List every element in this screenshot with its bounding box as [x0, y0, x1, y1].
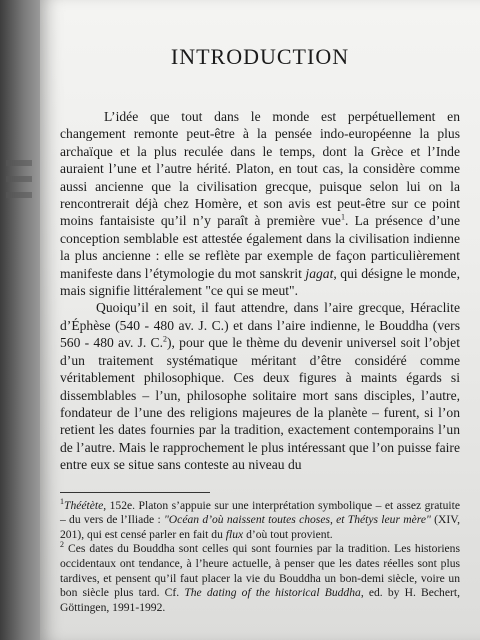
footnote-1-text-c: d’où tout provient.	[243, 527, 333, 541]
term-jagat: jagat	[305, 265, 334, 281]
footnotes	[60, 496, 460, 616]
footnote-1-term-flux: flux	[225, 527, 244, 541]
page-content	[60, 0, 460, 615]
footnote-1-quote: "Océan d’où naissent toutes choses, et Thétys leur mère"	[163, 513, 431, 527]
footnote-2-number: 2	[60, 540, 64, 550]
footnote-1-text-b: (XIV, 201), qui est censé parler en fait du	[60, 513, 460, 541]
footnote-2	[60, 542, 460, 615]
chapter-title: INTRODUCTION	[170, 44, 350, 69]
paragraph-1-text-c: , qui désigne le monde, mais signifie littéralement "ce qui se meut".	[60, 265, 460, 299]
footnote-1-text-a: , 152e. Platon s’appuie sur une interprétation symbolique – et assez gratuite – du vers de l’Iliade :	[60, 498, 460, 527]
paragraph-1-text-a: L’idée que tout dans le monde est perpétuellement en changement remonte peut-être à la pensée indo-européenne la plus archaïque et la plus reculée dans le temps, dont la Grèce et l’Inde auraient l’une et l’autre hérité. Platon, en tout cas, la considère comme aussi ancienne que la civilisation grecque, puisque selon lui on la rencontrerait déjà chez Homère, et son avis est peut-être sur ce point moins fantaisiste qu’il n’y paraît à première vue	[60, 109, 460, 229]
footnote-2-text-a: Ces dates du Bouddha sont celles qui sont fournies par la tradition. Les historiens occidentaux ont tendance, à l’heure actuelle, à penser que les dates réelles sont plus tardives, et pensent qu’il faut placer la vie du Bouddha un bon-demi siècle, voire un bon siècle plus tard. Cf.	[60, 542, 460, 600]
footnote-2-book-title: The dating of the historical Buddha	[184, 586, 361, 600]
adjacent-page-edge	[0, 0, 40, 640]
book-page	[40, 0, 480, 640]
footnote-ref-1[interactable]: 1	[340, 212, 345, 222]
adjacent-page-text	[6, 150, 32, 208]
main-text	[60, 108, 460, 474]
footnote-1-number: 1	[60, 496, 64, 506]
paragraph-2	[60, 299, 460, 473]
footnote-ref-2[interactable]: 2	[163, 334, 168, 344]
paragraph-2-text-a: Quoiqu’il en soit, il faut attendre, dans l’aire grecque, Héraclite d’Éphèse (540 - 480 av. J. C.) et dans l’aire indienne, le Bouddha (vers 560 - 480 av. J. C.	[60, 300, 460, 351]
paragraph-1	[60, 108, 460, 299]
footnote-1	[60, 496, 460, 543]
footnote-separator	[60, 492, 210, 493]
footnote-1-work: Théétète	[64, 498, 104, 512]
paragraph-2-text-b: ), pour que le thème du devenir universel soit l’objet d’un traitement systématique méritant d’être considéré comme véritablement philosophique. Ces deux figures à maints égards si dissemblables – l’un, philosophe solitaire mort sans disciples, l’autre, fondateur de l’une des religions majeures de la planète – furent, si l’on retient les dates fournies par la tradition, exactement contemporains l’un de l’autre. Mais le rapprochement le plus intéressant que l’on puisse faire entre eux se situe sans conteste au niveau du	[60, 335, 460, 473]
paragraph-1-text-b: . La présence d’une conception semblable est attestée également dans la civilisation indienne la plus ancienne : elle se reflète par exemple de façon particulièrement manifeste dans l’étymologie du mot sanskrit	[60, 213, 460, 281]
footnote-2-text-b: , ed. by H. Bechert, Göttingen, 1991-1992.	[60, 586, 460, 614]
